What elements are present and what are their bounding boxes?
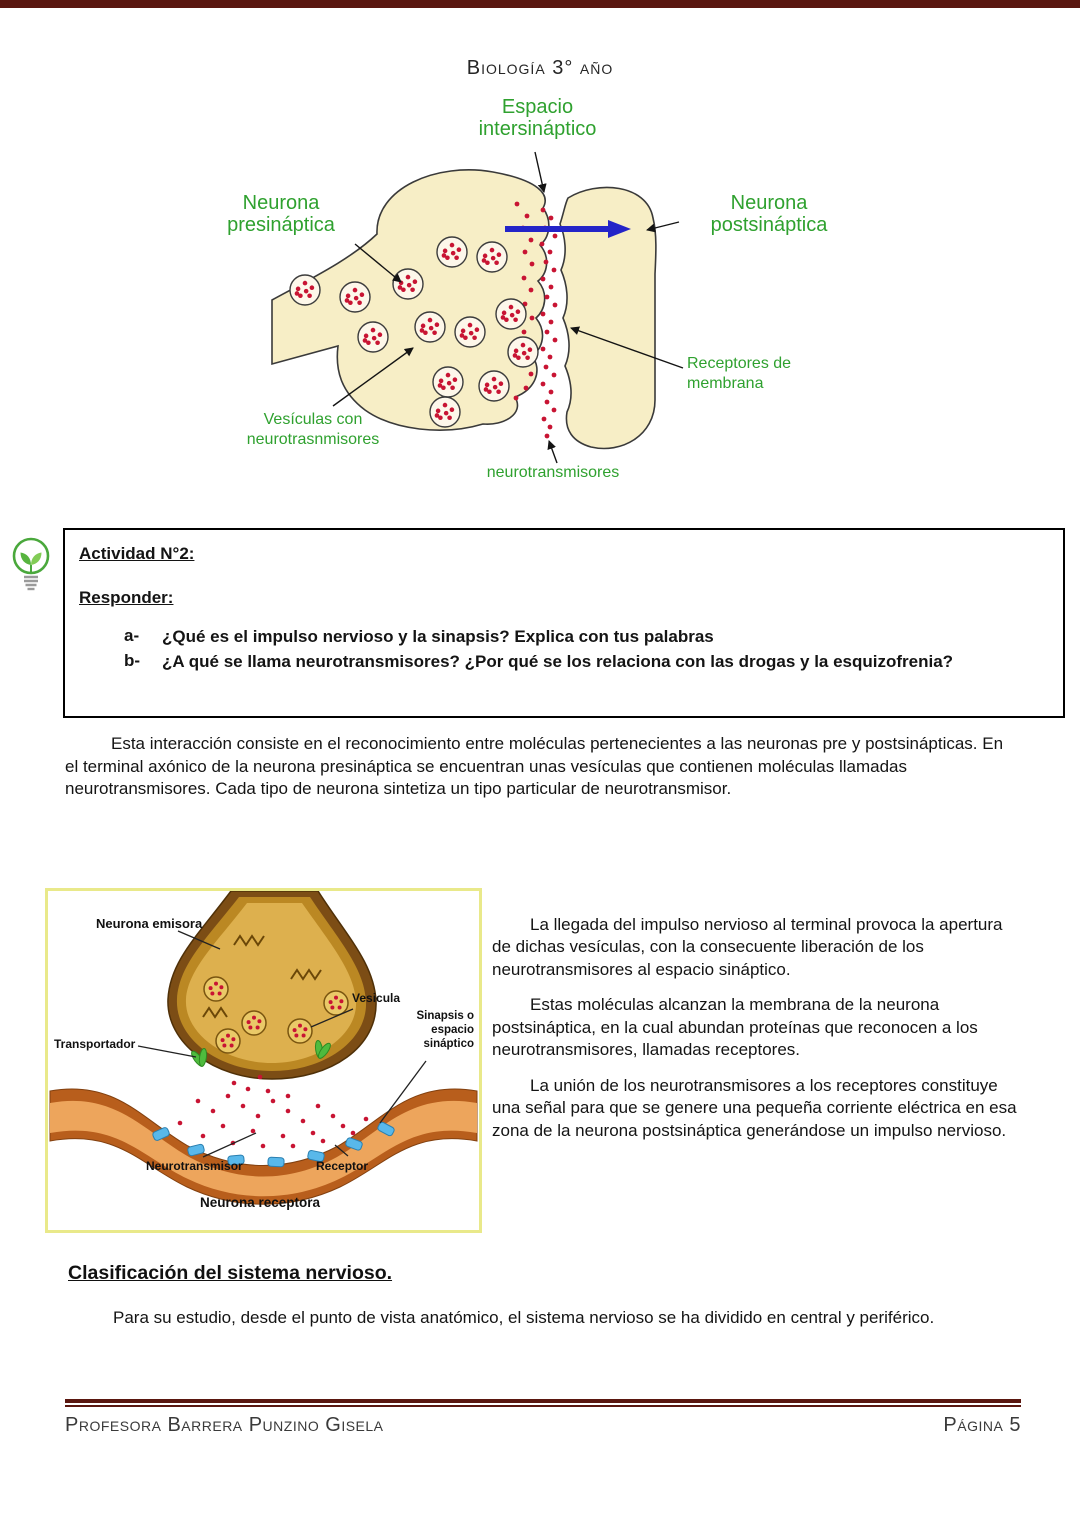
label-receptores-membrana: Receptores de membrana xyxy=(687,355,792,392)
label-transportador: Transportador xyxy=(54,1037,136,1051)
footer-author: Profesora Barrera Punzino Gisela xyxy=(65,1414,384,1436)
footer-page-number: Página 5 xyxy=(943,1414,1021,1436)
synapse-illustration-graphic xyxy=(48,891,479,1230)
page-header-title: Biología 3° año xyxy=(466,57,614,79)
activity-item-a xyxy=(124,626,1045,648)
right-text-column xyxy=(492,914,1020,1155)
synapse-illustration xyxy=(45,888,482,1233)
paragraph-union: La unión de los neurotransmisores a los receptores constituye una señal para que se genere una pequeña corriente eléctrica en esa zona de la neurona postsináptica generándose un impulso nervioso. xyxy=(492,1075,1017,1140)
footer-rule xyxy=(65,1399,1021,1407)
section-heading-clasificacion: Clasificación del sistema nervioso. xyxy=(68,1262,393,1284)
label-neurona-postsinaptica: Neurona postsináptica xyxy=(710,192,828,237)
label-neurona-presinaptica: Neurona presináptica xyxy=(227,192,335,237)
label-neurona-emisora: Neurona emisora xyxy=(96,916,203,931)
footer xyxy=(65,1414,1021,1437)
item-b-marker: b- xyxy=(124,651,141,671)
activity-box xyxy=(63,528,1065,718)
activity-item-b xyxy=(124,651,1045,673)
paragraph-moleculas: Estas moléculas alcanzan la membrana de la neurona postsináptica, en la cual abundan proteínas que reconocen a los neurotransmisores, llamadas receptores. xyxy=(492,995,978,1060)
activity-title: Actividad N°2: xyxy=(79,544,195,563)
label-receptor: Receptor xyxy=(316,1159,369,1173)
label-sinapsis-espacio: Sinapsis o espacio sináptico xyxy=(416,1010,474,1051)
top-border-bar xyxy=(0,0,1080,8)
label-espacio-intersinaptico: Espacio intersináptico xyxy=(478,96,597,141)
activity-subtitle: Responder: xyxy=(79,588,174,607)
activity-question-list xyxy=(124,626,1045,673)
label-neurona-receptora: Neurona receptora xyxy=(200,1195,321,1210)
lightbulb-idea-icon xyxy=(4,532,58,598)
paragraph-llegada: La llegada del impulso nervioso al terminal provoca la apertura de dichas vesículas, con la consecuente liberación de los neurotransmisores al espacio sináptico. xyxy=(492,915,1003,979)
label-vesiculas: Vesículas con neurotrasnmisores xyxy=(246,411,380,448)
paragraph-interaccion: Esta interacción consiste en el reconocimiento entre moléculas pertenecientes a las neuronas pre y postsinápticas. En el terminal axónico de la neurona presináptica se encuentran unas vesículas que contienen moléculas llamadas neurotransmisores. Cada tipo de neurona sintetiza un tipo particular de neurotransmisor. xyxy=(65,734,1004,799)
synapse-schematic-diagram xyxy=(205,92,865,494)
item-a-text: ¿Qué es el impulso nervioso y la sinapsis? Explica con tus palabras xyxy=(162,627,714,646)
item-b-text: ¿A qué se llama neurotransmisores? ¿Por qué se los relaciona con las drogas y la esquizofrenia? xyxy=(162,652,954,672)
label-neurotransmisores: neurotransmisores xyxy=(486,464,620,481)
label-vesicula: Vesicula xyxy=(352,991,401,1005)
activity-title-row xyxy=(79,544,1045,564)
section-paragraph: Para su estudio, desde el punto de vista anatómico, el sistema nervioso se ha dividido en central y periférico. xyxy=(113,1308,935,1327)
item-a-marker: a- xyxy=(124,626,140,645)
gap-neurotransmitter-dots xyxy=(178,1075,369,1149)
label-neurotransmisor: Neurotransmisor xyxy=(146,1159,243,1173)
